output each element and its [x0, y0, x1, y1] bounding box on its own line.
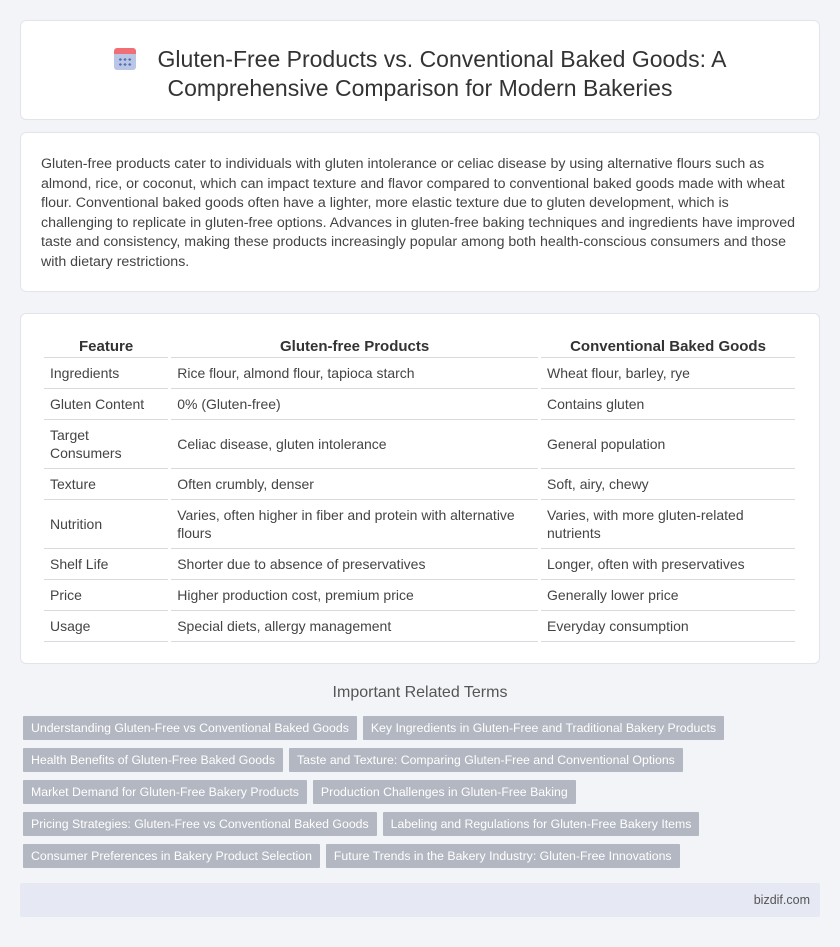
conventional-cell: Contains gluten — [541, 389, 795, 420]
conventional-cell: Soft, airy, chewy — [541, 469, 795, 500]
conventional-cell: Generally lower price — [541, 580, 795, 611]
title-line-1: Gluten-Free Products vs. Conventional Baked Goods: A — [157, 46, 727, 72]
table-row — [44, 420, 795, 469]
gluten-free-cell: 0% (Gluten-free) — [171, 389, 538, 420]
title-line-2: Comprehensive Comparison for Modern Bakeries — [167, 75, 673, 101]
feature-cell: Usage — [44, 611, 168, 642]
table-row — [44, 358, 795, 389]
table-row — [44, 549, 795, 580]
gluten-free-cell: Shorter due to absence of preservatives — [171, 549, 538, 580]
gluten-free-cell: Often crumbly, denser — [171, 469, 538, 500]
related-term-tag[interactable]: Key Ingredients in Gluten-Free and Traditional Bakery Products — [363, 716, 724, 740]
related-term-tag[interactable]: Understanding Gluten-Free vs Conventional Baked Goods — [23, 716, 357, 740]
header-gluten-free: Gluten-free Products — [171, 336, 538, 358]
related-term-tag[interactable]: Market Demand for Gluten-Free Bakery Products — [23, 780, 307, 804]
related-term-tag[interactable]: Production Challenges in Gluten-Free Baking — [313, 780, 576, 804]
table-row — [44, 580, 795, 611]
footer — [20, 883, 820, 917]
gluten-free-cell: Special diets, allergy management — [171, 611, 538, 642]
feature-cell: Nutrition — [44, 500, 168, 549]
related-term-tag[interactable]: Future Trends in the Bakery Industry: Gluten-Free Innovations — [326, 844, 680, 868]
table-row — [44, 469, 795, 500]
table-row — [44, 611, 795, 642]
feature-cell: Texture — [44, 469, 168, 500]
feature-cell: Ingredients — [44, 358, 168, 389]
related-term-tag[interactable]: Pricing Strategies: Gluten-Free vs Conventional Baked Goods — [23, 812, 377, 836]
related-term-tag[interactable]: Consumer Preferences in Bakery Product Selection — [23, 844, 320, 868]
table-row — [44, 389, 795, 420]
gluten-free-cell: Varies, often higher in fiber and protein with alternative flours — [171, 500, 538, 549]
related-term-tag[interactable]: Taste and Texture: Comparing Gluten-Free and Conventional Options — [289, 748, 683, 772]
related-term-tag[interactable]: Labeling and Regulations for Gluten-Free Bakery Items — [383, 812, 700, 836]
comparison-table-card — [20, 313, 820, 664]
related-terms-heading: Important Related Terms — [332, 684, 508, 701]
header-feature: Feature — [44, 336, 168, 358]
conventional-cell: Varies, with more gluten-related nutrients — [541, 500, 795, 549]
table-row — [44, 500, 795, 549]
conventional-cell: Longer, often with preservatives — [541, 549, 795, 580]
conventional-cell: General population — [541, 420, 795, 469]
conventional-cell: Wheat flour, barley, rye — [541, 358, 795, 389]
header-conventional: Conventional Baked Goods — [541, 336, 795, 358]
feature-cell: Gluten Content — [44, 389, 168, 420]
gluten-free-cell: Rice flour, almond flour, tapioca starch — [171, 358, 538, 389]
feature-cell: Target Consumers — [44, 420, 168, 469]
calendar-icon — [114, 48, 136, 70]
gluten-free-cell: Celiac disease, gluten intolerance — [171, 420, 538, 469]
intro-paragraph: Gluten-free products cater to individuals with gluten intolerance or celiac disease by using alternative flours such as almond, rice, or coconut, which can impact texture and flavor compared to conventional baked goods made with wheat flour. Conventional baked goods often have a lighter, more elastic texture due to gluten development, which is challenging to replicate in gluten-free options. Advances in gluten-free baking techniques and ingredients have improved taste and consistency, making these products increasingly popular among both health-conscious consumers and those with dietary restrictions. — [41, 156, 796, 270]
table-header-row — [44, 336, 795, 358]
title-card — [20, 20, 820, 120]
comparison-table — [41, 336, 798, 642]
feature-cell: Price — [44, 580, 168, 611]
conventional-cell: Everyday consumption — [541, 611, 795, 642]
feature-cell: Shelf Life — [44, 549, 168, 580]
gluten-free-cell: Higher production cost, premium price — [171, 580, 538, 611]
footer-site-link[interactable]: bizdif.com — [753, 893, 810, 907]
related-term-tag[interactable]: Health Benefits of Gluten-Free Baked Goods — [23, 748, 283, 772]
related-terms-list — [23, 716, 813, 876]
intro-card — [20, 132, 820, 292]
page-title — [21, 45, 819, 103]
